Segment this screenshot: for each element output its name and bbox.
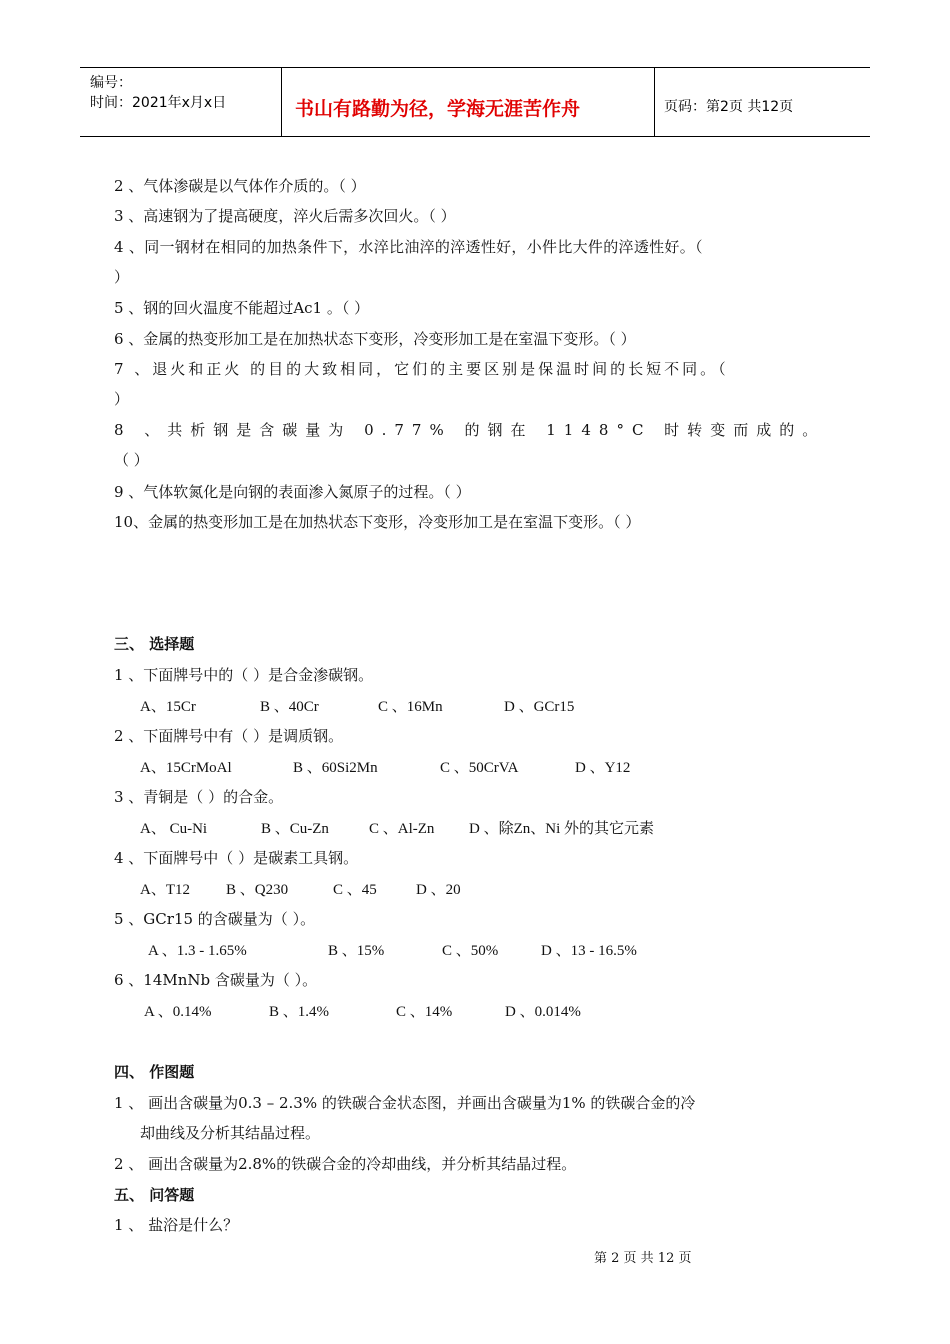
option: C 、45 <box>333 882 377 898</box>
question: 1 、 盐浴是什么？ <box>114 1216 239 1234</box>
motto: 书山有路勤为径，学海无涯苦作舟 <box>295 98 581 120</box>
question: 3 、青铜是（ ）的合金。 <box>114 788 284 806</box>
tf-item: 9 、气体软氮化是向钢的表面渗入氮原子的过程。（ ） <box>114 483 471 501</box>
option: D 、0.014% <box>505 1004 581 1020</box>
option: A 、0.14% <box>144 1004 212 1020</box>
option: C 、Al-Zn <box>369 821 435 837</box>
question: 2 、 画出含碳量为2.8%的铁碳合金的冷却曲线，并分析其结晶过程。 <box>114 1155 577 1173</box>
question: 5 、GCr15 的含碳量为（ ）。 <box>114 910 316 928</box>
tf-item: 8 、共析钢是含碳量为 0.77% 的钢在 1148°C 时转变而成的。 <box>114 421 826 439</box>
option: A、 Cu-Ni <box>140 821 208 837</box>
option: D 、20 <box>416 882 461 898</box>
header-divider <box>281 68 282 136</box>
header-table <box>80 67 870 137</box>
option: C 、14% <box>396 1004 453 1020</box>
section-title: 五、 问答题 <box>114 1186 195 1204</box>
tf-item: 2 、气体渗碳是以气体作介质的。（ ） <box>114 177 366 195</box>
tf-item: （ ） <box>114 451 149 469</box>
option: A 、1.3 - 1.65% <box>148 943 247 959</box>
section-title: 四、 作图题 <box>114 1063 195 1081</box>
option: B 、60Si2Mn <box>293 760 378 776</box>
option: D 、13 - 16.5% <box>541 943 637 959</box>
option: C 、50CrVA <box>440 760 519 776</box>
option: C 、16Mn <box>378 699 443 715</box>
tf-item: 7 、退火和正火 的目的大致相同，它们的主要区别是保温时间的长短不同。（ <box>114 360 729 378</box>
page-label: 页码：第2页 共12页 <box>664 99 794 115</box>
option: C 、50% <box>442 943 499 959</box>
tf-item: 3 、高速钢为了提高硬度，淬火后需多次回火。（ ） <box>114 207 456 225</box>
option: D 、Y12 <box>575 760 631 776</box>
option: D 、除Zn、Ni 外的其它元素 <box>469 821 654 837</box>
question: 2 、下面牌号中有（ ）是调质钢。 <box>114 727 344 745</box>
option: B 、40Cr <box>260 699 319 715</box>
option: A、15Cr <box>140 699 196 715</box>
question: 4 、下面牌号中（ ）是碳素工具钢。 <box>114 849 359 867</box>
tf-item: ） <box>114 390 130 408</box>
option: B 、15% <box>328 943 385 959</box>
option: A、15CrMoAl <box>140 760 232 776</box>
tf-item: ） <box>114 268 130 286</box>
header-divider <box>654 68 655 136</box>
tf-item: 6 、金属的热变形加工是在加热状态下变形，冷变形加工是在室温下变形。（ ） <box>114 330 636 348</box>
question: 1 、 画出含碳量为0.3 – 2.3% 的铁碳合金状态图，并画出含碳量为1% 的铁碳合金的冷 <box>114 1094 696 1112</box>
question: 6 、14MnNb 含碳量为（ ）。 <box>114 971 318 989</box>
date-label: 时间：2021年x月x日 <box>90 95 227 111</box>
option: B 、Cu-Zn <box>261 821 329 837</box>
option: B 、1.4% <box>269 1004 330 1020</box>
option: A、T12 <box>140 882 190 898</box>
tf-item: 10、金属的热变形加工是在加热状态下变形，冷变形加工是在室温下变形。（ ） <box>114 513 641 531</box>
code-label: 编号： <box>90 75 132 91</box>
page-footer: 第 2 页 共 12 页 <box>594 1251 692 1266</box>
tf-item: 4 、同一钢材在相同的加热条件下，水淬比油淬的淬透性好，小件比大件的淬透性好。（ <box>114 238 703 256</box>
question-continuation: 却曲线及分析其结晶过程。 <box>140 1124 321 1142</box>
tf-item: 5 、钢的回火温度不能超过Ac1 。（ ） <box>114 299 370 317</box>
question: 1 、下面牌号中的（ ）是合金渗碳钢。 <box>114 666 374 684</box>
section-title: 三、 选择题 <box>114 635 195 653</box>
option: B 、Q230 <box>226 882 289 898</box>
option: D 、GCr15 <box>504 699 575 715</box>
